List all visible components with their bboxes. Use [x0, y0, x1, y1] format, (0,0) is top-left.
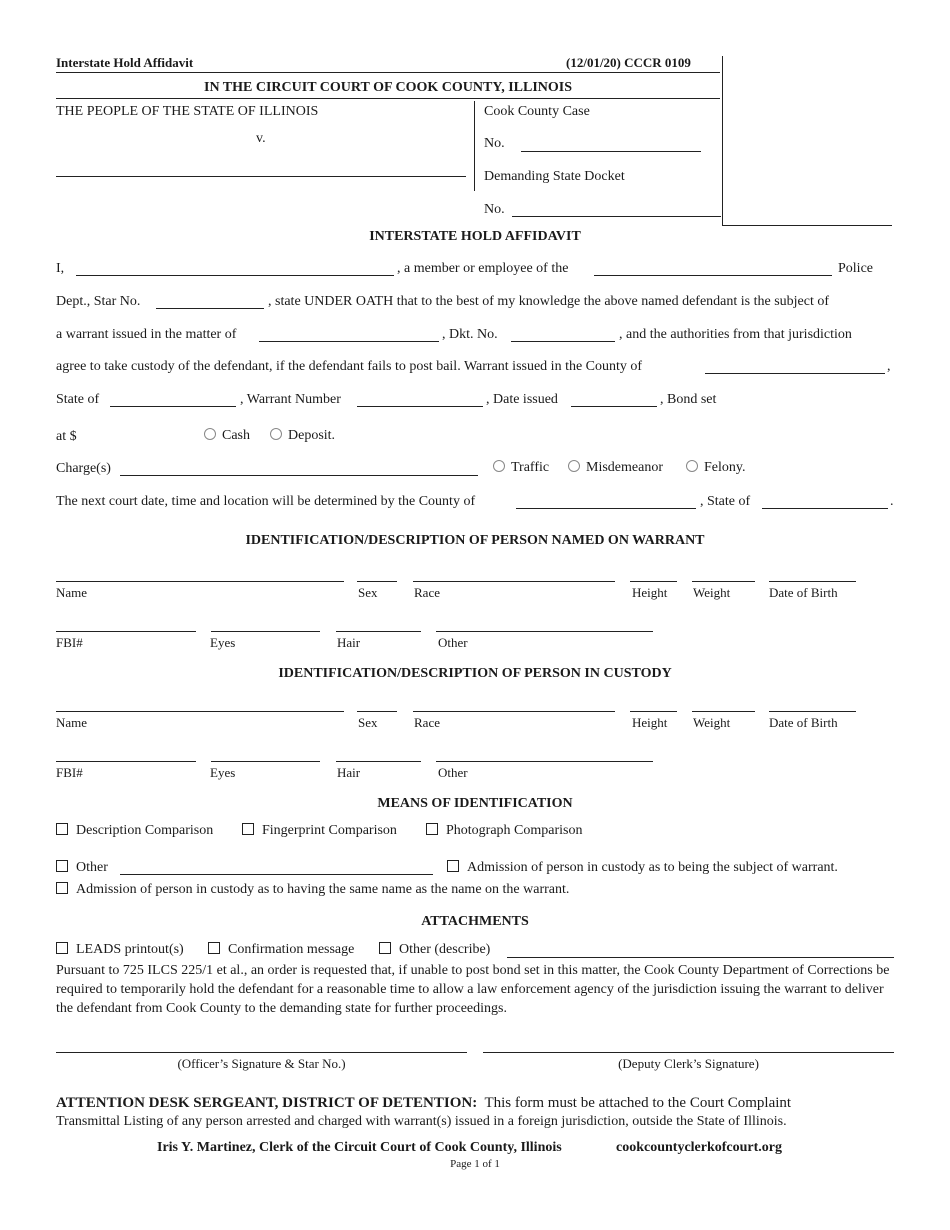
warrant-dob-label: Date of Birth [769, 585, 838, 600]
other-means-checkbox[interactable] [56, 860, 68, 872]
id-custody-title: IDENTIFICATION/DESCRIPTION OF PERSON IN CUSTODY [278, 666, 672, 681]
leads-checkbox[interactable] [56, 942, 68, 954]
custody-other-label: Other [438, 765, 468, 780]
docket-no-label: No. [484, 202, 505, 217]
warrant-county-field[interactable] [705, 373, 885, 374]
warrant-eyes-field[interactable] [211, 631, 320, 632]
other-means-field[interactable] [120, 874, 433, 875]
state-label: State of [56, 392, 100, 407]
custody-name-field[interactable] [56, 711, 344, 712]
member-text: , a member or employee of the [397, 261, 569, 276]
warrant-matter-field[interactable] [259, 341, 439, 342]
attention-text: This form must be attached to the Court Complaint [484, 1095, 792, 1111]
officer-signature-line[interactable] [56, 1052, 467, 1053]
custody-sex-label: Sex [358, 715, 378, 730]
leads-option[interactable]: LEADS printout(s) [56, 942, 184, 958]
misdemeanor-radio[interactable] [568, 460, 580, 472]
oath-text: , state UNDER OATH that to the best of my knowledge the above named defendant is the subject of [268, 294, 830, 309]
attention-line-1 [56, 1095, 791, 1112]
officer-signature-label: (Officer’s Signature & Star No.) [177, 1056, 346, 1071]
warrant-name-label: Name [56, 585, 88, 600]
header-right-border [722, 56, 723, 226]
pursuant-paragraph: Pursuant to 725 ILCS 225/1 et al., an order is requested that, if unable to post bond set in this matter, the Cook County Department of Corrections be required to temporarily hold the defendant for a reasonable time to allow a law enforcement agency of the jurisdiction issuing the warrant to deliver the defendant from Cook County to the demanding state for further proceedings. [56, 963, 890, 1016]
court-rule [56, 98, 720, 99]
custody-dob-label: Date of Birth [769, 715, 838, 730]
warrant-dob-field[interactable] [769, 581, 856, 582]
attention-line-2: Transmittal Listing of any person arrested and charged with warrant(s) issued in a foreign jurisdiction, outside the State of Illinois. [56, 1114, 787, 1129]
affiant-name-field[interactable] [76, 275, 394, 276]
warrant-state-field[interactable] [110, 406, 236, 407]
custody-height-field[interactable] [630, 711, 677, 712]
bond-amount-label: at $ [56, 429, 77, 444]
means-title: MEANS OF IDENTIFICATION [377, 796, 573, 811]
agency-field[interactable] [594, 275, 832, 276]
period: . [890, 494, 894, 509]
defendant-name-field[interactable] [56, 176, 466, 177]
custody-agreement-text: agree to take custody of the defendant, if the defendant fails to post bail. Warrant issued in the County of [56, 359, 643, 374]
traffic-radio[interactable] [493, 460, 505, 472]
case-label: Cook County Case [484, 104, 590, 119]
warrant-race-field[interactable] [413, 581, 615, 582]
warrant-number-label: , Warrant Number [240, 392, 341, 407]
admission-name-checkbox[interactable] [56, 882, 68, 894]
confirmation-option[interactable]: Confirmation message [208, 942, 354, 958]
photograph-comparison-option[interactable]: Photograph Comparison [426, 823, 583, 839]
warrant-race-label: Race [414, 585, 440, 600]
authorities-text: , and the authorities from that jurisdiction [619, 327, 852, 342]
warrant-weight-label: Weight [693, 585, 731, 600]
next-court-state-label: , State of [700, 494, 751, 509]
warrant-eyes-label: Eyes [210, 635, 236, 650]
dept-star-label: Dept., Star No. [56, 294, 141, 309]
other-attachment-checkbox[interactable] [379, 942, 391, 954]
deposit-option[interactable]: Deposit. [270, 428, 335, 444]
custody-hair-field[interactable] [336, 761, 421, 762]
custody-height-label: Height [632, 715, 668, 730]
warrant-hair-field[interactable] [336, 631, 421, 632]
versus: v. [256, 131, 266, 146]
next-court-county-field[interactable] [516, 508, 696, 509]
cash-option[interactable]: Cash [204, 428, 250, 444]
description-comparison-option[interactable]: Description Comparison [56, 823, 213, 839]
custody-fbi-label: FBI# [56, 765, 83, 780]
warrant-matter-label: a warrant issued in the matter of [56, 327, 237, 342]
header-right-bottom-rule [722, 225, 892, 226]
description-comparison-checkbox[interactable] [56, 823, 68, 835]
date-issued-label: , Date issued [486, 392, 558, 407]
comma: , [887, 359, 891, 374]
custody-eyes-field[interactable] [211, 761, 320, 762]
next-court-state-field[interactable] [762, 508, 888, 509]
fingerprint-comparison-checkbox[interactable] [242, 823, 254, 835]
case-number-field[interactable] [521, 151, 701, 152]
affidavit-title: INTERSTATE HOLD AFFIDAVIT [369, 229, 581, 244]
other-attachment-option[interactable]: Other (describe) [379, 942, 490, 958]
date-issued-field[interactable] [571, 406, 657, 407]
fingerprint-comparison-option[interactable]: Fingerprint Comparison [242, 823, 397, 839]
deposit-radio[interactable] [270, 428, 282, 440]
form-code: (12/01/20) CCCR 0109 [566, 55, 691, 70]
warrant-fbi-label: FBI# [56, 635, 83, 650]
next-court-text: The next court date, time and location will be determined by the County of [56, 494, 476, 509]
warrant-hair-label: Hair [337, 635, 361, 650]
clerk-signature-label: (Deputy Clerk’s Signature) [618, 1056, 759, 1071]
form-title: Interstate Hold Affidavit [56, 55, 194, 70]
warrant-fbi-field[interactable] [56, 631, 196, 632]
bond-set-label: , Bond set [660, 392, 717, 407]
custody-other-field[interactable] [436, 761, 653, 762]
warrant-sex-field[interactable] [357, 581, 397, 582]
warrant-name-field[interactable] [56, 581, 344, 582]
docket-number-field[interactable] [512, 216, 721, 217]
affiant-prefix: I, [56, 261, 65, 276]
attention-heading: ATTENTION DESK SERGEANT, DISTRICT OF DETENTION: [56, 1095, 478, 1111]
star-number-field[interactable] [156, 308, 264, 309]
footer-website[interactable]: cookcountyclerkofcourt.org [616, 1140, 783, 1155]
dkt-label: , Dkt. No. [442, 327, 498, 342]
page-number: Page 1 of 1 [450, 1158, 500, 1170]
docket-label: Demanding State Docket [484, 169, 625, 184]
custody-hair-label: Hair [337, 765, 361, 780]
charges-field[interactable] [120, 475, 478, 476]
custody-dob-field[interactable] [769, 711, 856, 712]
footer-clerk: Iris Y. Martinez, Clerk of the Circuit Court of Cook County, Illinois [157, 1140, 562, 1155]
felony-option[interactable]: Felony. [686, 460, 745, 476]
warrant-height-field[interactable] [630, 581, 677, 582]
warrant-weight-field[interactable] [692, 581, 755, 582]
custody-fbi-field[interactable] [56, 761, 196, 762]
admission-subject-checkbox[interactable] [447, 860, 459, 872]
felony-radio[interactable] [686, 460, 698, 472]
warrant-height-label: Height [632, 585, 668, 600]
case-no-label: No. [484, 136, 505, 151]
warrant-other-label: Other [438, 635, 468, 650]
admission-name-option[interactable]: Admission of person in custody as to having the same name as the name on the warrant. [56, 882, 569, 898]
attachments-title: ATTACHMENTS [421, 914, 529, 929]
traffic-option[interactable]: Traffic [493, 460, 549, 476]
dkt-number-field[interactable] [511, 341, 615, 342]
custody-sex-field[interactable] [357, 711, 397, 712]
custody-race-field[interactable] [413, 711, 615, 712]
custody-race-label: Race [414, 715, 440, 730]
people-caption: THE PEOPLE OF THE STATE OF ILLINOIS [56, 104, 319, 119]
other-attachment-field[interactable] [507, 957, 894, 958]
id-warrant-title: IDENTIFICATION/DESCRIPTION OF PERSON NAMED ON WARRANT [245, 533, 705, 548]
admission-subject-option[interactable]: Admission of person in custody as to being the subject of warrant. [447, 860, 838, 876]
clerk-signature-line[interactable] [483, 1052, 894, 1053]
header-rule [56, 72, 720, 73]
warrant-other-field[interactable] [436, 631, 653, 632]
warrant-number-field[interactable] [357, 406, 483, 407]
custody-eyes-label: Eyes [210, 765, 236, 780]
other-means-option[interactable]: Other [56, 860, 108, 876]
cash-radio[interactable] [204, 428, 216, 440]
warrant-sex-label: Sex [358, 585, 378, 600]
photograph-comparison-checkbox[interactable] [426, 823, 438, 835]
court-name: IN THE CIRCUIT COURT OF COOK COUNTY, ILLINOIS [204, 80, 572, 95]
police-text: Police [838, 261, 873, 276]
confirmation-checkbox[interactable] [208, 942, 220, 954]
charges-label: Charge(s) [56, 461, 111, 476]
custody-weight-field[interactable] [692, 711, 755, 712]
custody-weight-label: Weight [693, 715, 731, 730]
misdemeanor-option[interactable]: Misdemeanor [568, 460, 663, 476]
caption-divider [474, 101, 475, 191]
custody-name-label: Name [56, 715, 88, 730]
